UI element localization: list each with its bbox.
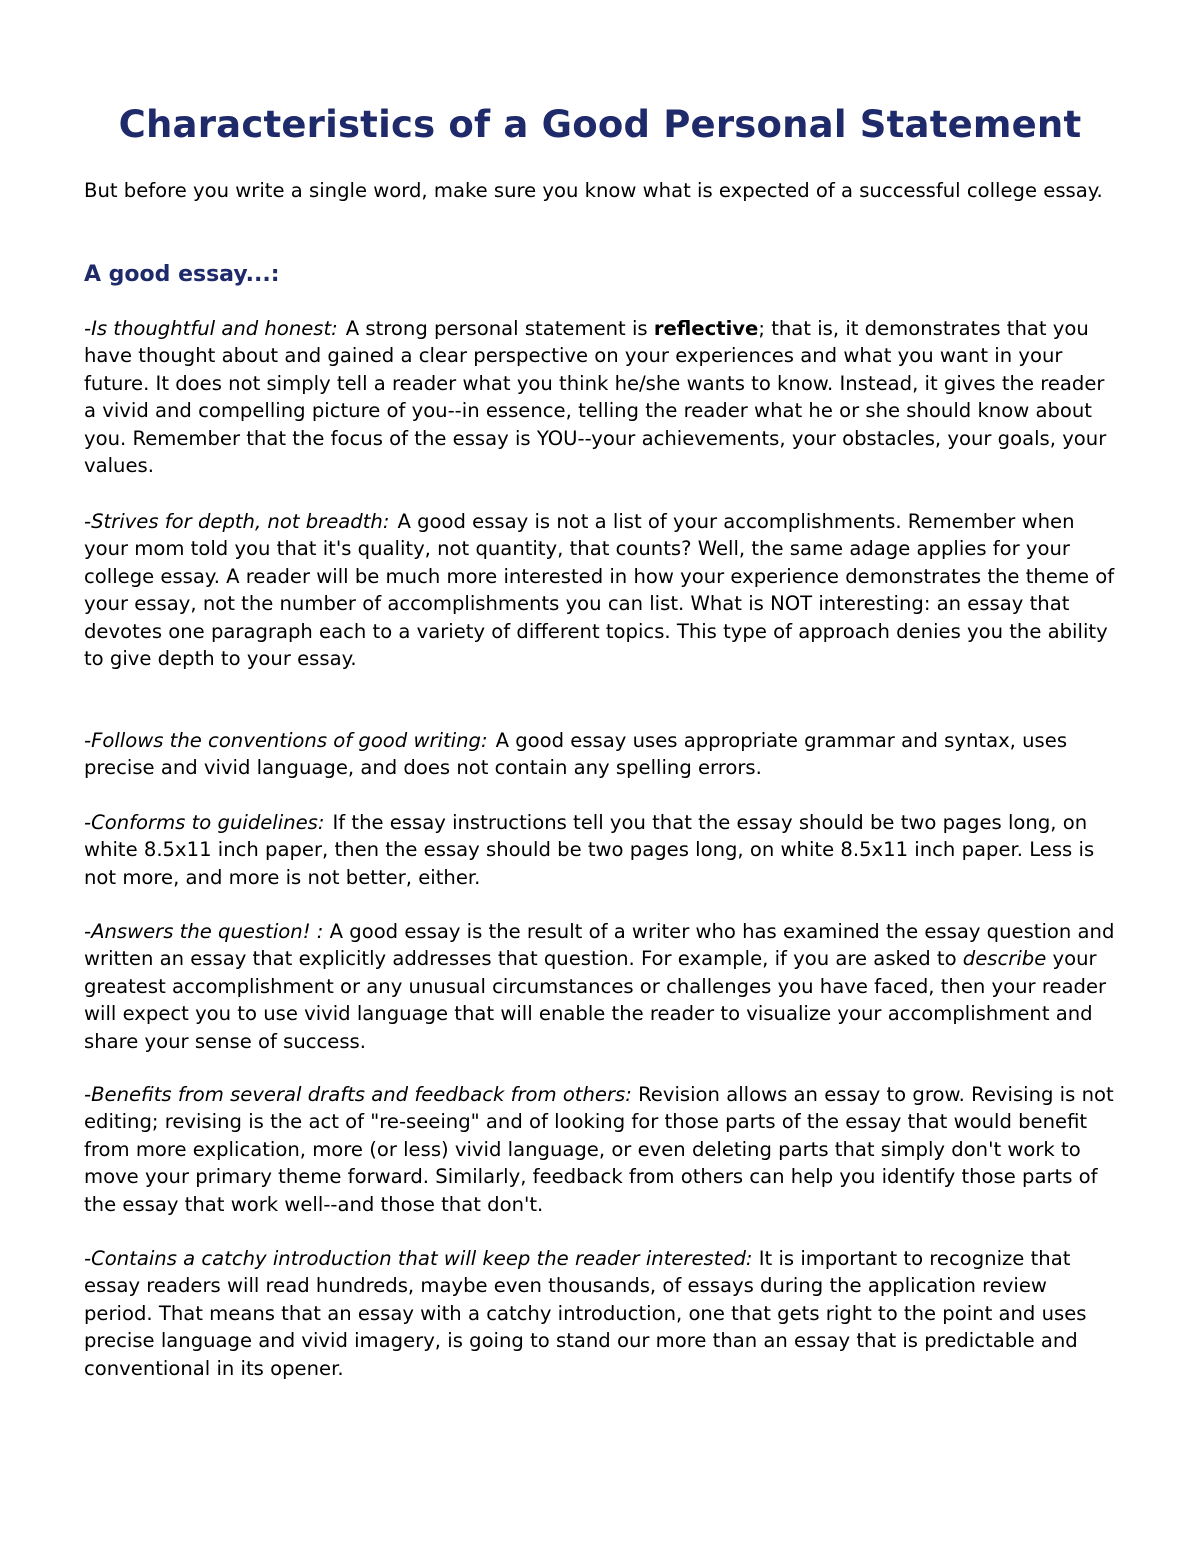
- characteristic-lead: -Follows the conventions of good writing:: [84, 729, 488, 752]
- characteristic-text: It is important to recognize that essay readers will read hundreds, maybe even thousands, of essays during the application review period. That means that an essay with a catchy introduction, one that gets right to the point and uses precise language and vivid imagery, is going to stand our more than an essay that is predictable and conventional in its opener.: [84, 1247, 1087, 1380]
- intro-paragraph: But before you write a single word, make sure you know what is expected of a successful college essay.: [84, 179, 1103, 202]
- characteristic-answers-question: [84, 918, 1116, 1055]
- characteristic-text: A good essay is the result of a writer who has examined the essay question and written an essay that explicitly addresses that question. For example, if you are asked to: [84, 920, 1115, 971]
- characteristic-text: A strong personal statement is: [345, 317, 654, 340]
- italic-keyword: describe: [962, 947, 1047, 971]
- page-title: Characteristics of a Good Personal Statement: [118, 103, 1082, 146]
- characteristic-guidelines: [84, 809, 1116, 891]
- characteristic-lead: -Is thoughtful and honest:: [84, 317, 338, 340]
- characteristic-text: Revision allows an essay to grow. Revising is not editing; revising is the act of "re-seeing" and of looking for those parts of the essay that would benefit from more explication, more (or less) vivid language, or even deleting parts that simply don't work to move your primary theme forward. Similarly, feedback from others can help you identify those parts of the essay that work well--and those that don't.: [84, 1083, 1114, 1216]
- characteristic-drafts-feedback: [84, 1081, 1116, 1218]
- characteristic-catchy-introduction: [84, 1245, 1116, 1382]
- section-subheading: A good essay...:: [84, 262, 280, 287]
- characteristic-depth-not-breadth: [84, 508, 1116, 672]
- characteristic-lead: -Answers the question! :: [84, 920, 324, 943]
- characteristic-thoughtful-honest: [84, 315, 1116, 479]
- characteristic-text: ; that is, it demonstrates that you have thought about and gained a clear perspective on your experiences and what you want in your future. It does not simply tell a reader what you think he/she wants to know. Instead, it gives the reader a vivid and compelling picture of you--in essence, telling the reader what he or she should know about you. Remember that the focus of the essay is YOU--your achievements, your obstacles, your goals, your values.: [84, 317, 1107, 478]
- characteristic-good-writing: [84, 727, 1116, 782]
- characteristic-text: A good essay is not a list of your accomplishments. Remember when your mom told you that it's quality, not quantity, that counts? Well, the same adage applies for your college essay. A reader will be much more interested in how your experience demonstrates the theme of your essay, not the number of accomplishments you can list. What is NOT interesting: an essay that devotes one paragraph each to a variety of different topics. This type of approach denies you the ability to give depth to your essay.: [84, 510, 1115, 671]
- characteristic-text: A good essay uses appropriate grammar and syntax, uses precise and vivid language, and does not contain any spelling errors.: [84, 729, 1068, 780]
- bold-keyword: reflective: [653, 317, 759, 340]
- characteristic-lead: -Conforms to guidelines:: [84, 811, 325, 834]
- characteristic-text: If the essay instructions tell you that the essay should be two pages long, on white 8.5x11 inch paper, then the essay should be two pages long, on white 8.5x11 inch paper. Less is not more, and more is not better, either.: [84, 811, 1095, 889]
- characteristic-text: your greatest accomplishment or any unusual circumstances or challenges you have faced, then your reader will expect you to use vivid language that will enable the reader to visualize your accomplishment and share your sense of success.: [84, 947, 1107, 1053]
- characteristic-lead: -Strives for depth, not breadth:: [84, 510, 390, 533]
- characteristic-lead: -Benefits from several drafts and feedback from others:: [84, 1083, 632, 1106]
- characteristic-lead: -Contains a catchy introduction that will keep the reader interested:: [84, 1247, 753, 1270]
